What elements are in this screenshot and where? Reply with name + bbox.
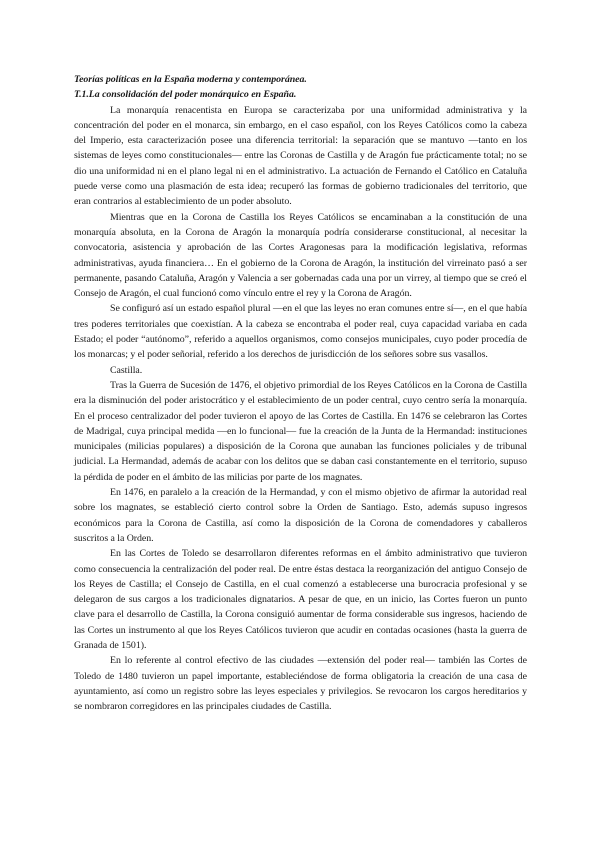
- paragraph: Mientras que en la Corona de Castilla los Reyes Católicos se encaminaban a la constitución de una monarquía absoluta, en la Corona de Aragón la monarquía podría considerarse constitucional, al necesitar la convocatoria, asistencia y aprobación de las Cortes Aragonesas para la modificación legislativa, reformas administrativas, ayuda financiera… En el gobierno de la Corona de Aragón, la institución del virreinato pasó a ser permanente, pasando Cataluña, Aragón y Valencia a ser gobernadas cada una por un virrey, al tiempo que se creó el Consejo de Aragón, el cual funcionó como vínculo entre el rey y la Corona de Aragón.: [74, 211, 527, 300]
- paragraph: En las Cortes de Toledo se desarrollaron diferentes reformas en el ámbito administrativo que tuvieron como consecuencia la centralización del poder real. De entre éstas destaca la reorganización del antiguo Consejo de los Reyes de Castilla; el Consejo de Castilla, en el cual comenzó a establecerse una burocracia profesional y se delegaron de sus cargos a los tradicionales dignatarios. A pesar de que, en un inicio, las Cortes fueron un punto clave para el desarrollo de Castilla, la Corona consiguió aumentar de forma considerable sus ingresos, haciendo de las Cortes un instrumento al que los Reyes Católicos tuvieron que acudir en contadas ocasiones (hasta la guerra de Granada de 1501).: [74, 548, 527, 651]
- section-heading: Castilla.: [110, 364, 143, 376]
- paragraph: Tras la Guerra de Sucesión de 1476, el objetivo primordial de los Reyes Católicos en la Corona de Castilla era la disminución del poder aristocrático y el establecimiento de un poder central, cuyo centro sería la monarquía. En el proceso centralizador del poder tuvieron el apoyo de las Cortes de Castilla. En 1476 se celebraron las Cortes de Madrigal, cuya principal medida —en lo funcional— fue la creación de la Junta de la Hermandad: instituciones municipales (milicias populares) a disposición de la Corona que aunaban las funciones policiales y de tribunal judicial. La Hermandad, además de acabar con los delitos que se daban casi constantemente en el territorio, supuso la pérdida de poder en el ámbito de las milicias por parte de los magnates.: [74, 379, 527, 483]
- document-page: [74, 72, 527, 714]
- document-title: Teorías políticas en la España moderna y contemporánea.: [74, 74, 307, 85]
- document-subtitle: T.1.La consolidación del poder monárquico en España.: [74, 89, 297, 101]
- paragraph: En lo referente al control efectivo de las ciudades —extensión del poder real— también las Cortes de Toledo de 1480 tuvieron un papel importante, estableciéndose de forma obligatoria la creación de una casa de ayuntamiento, así como un registro sobre las leyes especiales y privilegios. Se revocaron los cargos hereditarios y se nombraron corregidores en las principales ciudades de Castilla.: [74, 655, 527, 713]
- paragraph: La monarquía renacentista en Europa se caracterizaba por una uniformidad administrativa y la concentración del poder en el monarca, sin embargo, en el caso español, con los Reyes Católicos como la cabeza del Imperio, esta caracterización posee una diferencia territorial: la separación que se mantuvo —tanto en los sistemas de leyes como constitucionales— entre las Coronas de Castilla y de Aragón fue prácticamente total; no se dio una uniformidad ni en el plano legal ni en el administrativo. La actuación de Fernando el Católico en Cataluña puede verse como una plasmación de esta idea; recuperó las formas de gobierno tradicionales del territorio, que eran contrarios al establecimiento de un poder absoluto.: [74, 104, 527, 208]
- paragraph: Se configuró así un estado español plural —en el que las leyes no eran comunes entre sí—, en el que había tres poderes territoriales que coexistían. A la cabeza se encontraba el poder real, cuya capacidad variaba en cada Estado; el poder “autónomo”, referido a aquellos organismos, como consejos municipales, cuyo poder procedía de los monarcas; y el poder señorial, referido a los derechos de jurisdicción de los señores sobre sus vasallos.: [74, 303, 527, 361]
- paragraph: En 1476, en paralelo a la creación de la Hermandad, y con el mismo objetivo de afirmar la autoridad real sobre los magnates, se estableció cierto control sobre la Orden de Santiago. Esto, además supuso ingresos económicos para la Corona de Castilla, así como la disposición de la Corona de comendadores y caballeros suscritos a la Orden.: [74, 487, 527, 544]
